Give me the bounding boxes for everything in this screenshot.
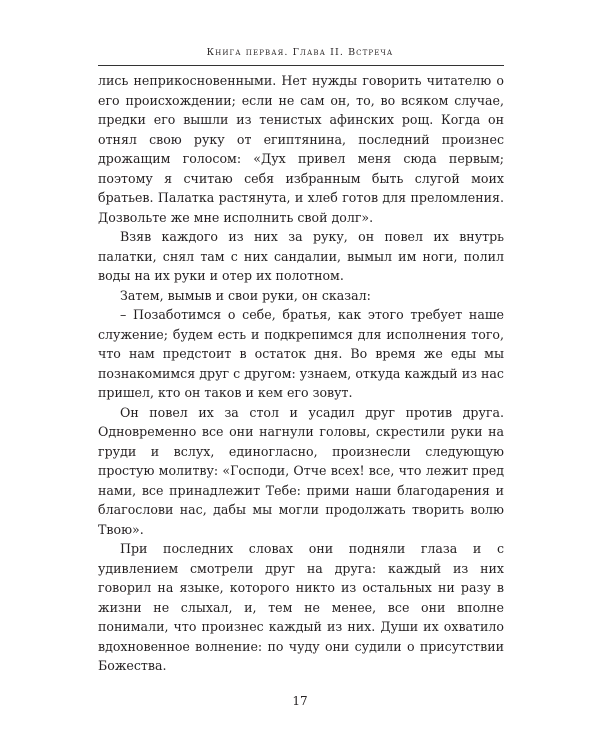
- paragraph: – Позаботимся о себе, братья, как этого требует наше служение; будем есть и подкрепимся для исполнения того, что нам предстоит в остаток дня. Во время же еды мы познакомимся друг с другом: узнаем, откуда каждый из нас пришел, кто он таков и кем его зовут.: [98, 307, 504, 400]
- paragraph: Он повел их за стол и усадил друг против друга. Одновременно все они нагнули головы, скрестили руки на груди и вслух, единогласно, произнесли следующую простую молитву: «Господи, Отче всех! все, что лежит пред нами, все принадлежит Тебе: прими наши благодарения и благослови нас, дабы мы могли продолжать творить волю Твою».: [98, 404, 504, 537]
- page-number: 17: [292, 694, 308, 708]
- running-head: Книга первая. Глава II. Встреча: [206, 47, 394, 58]
- paragraph: При последних словах они подняли глаза и с удивлением смотрели друг на друга: каждый из них говорил на языке, которого никто из остальных ни разу в жизни не слыхал, и, тем не менее, все они вполне понимали, что произнес каждый из них. Души их охватило вдохновенное волнение: по чуду они судили о присутствии Божества.: [98, 541, 504, 673]
- paragraph: Взяв каждого из них за руку, он повел их внутрь палатки, снял там с них сандалии, вымыл им ноги, полил воды на их руки и отер их полотном.: [98, 229, 504, 283]
- header-rule: [98, 65, 504, 66]
- paragraph: Затем, вымыв и свои руки, он сказал:: [120, 287, 371, 303]
- paragraph: лись неприкосновенными. Нет нужды говорить читателю о его происхождении; если не сам он, то, во всяком случае, предки его вышли из тенистых афинских рощ. Когда он отнял свою руку от египтянина, последний произнес дрожащим голосом: «Дух привел меня сюда первым; поэтому я считаю себя избранным быть слугой моих братьев. Палатка растянута, и хлеб готов для преломления. Дозвольте же мне исполнить свой долг».: [98, 73, 504, 225]
- body-text: [98, 71, 504, 676]
